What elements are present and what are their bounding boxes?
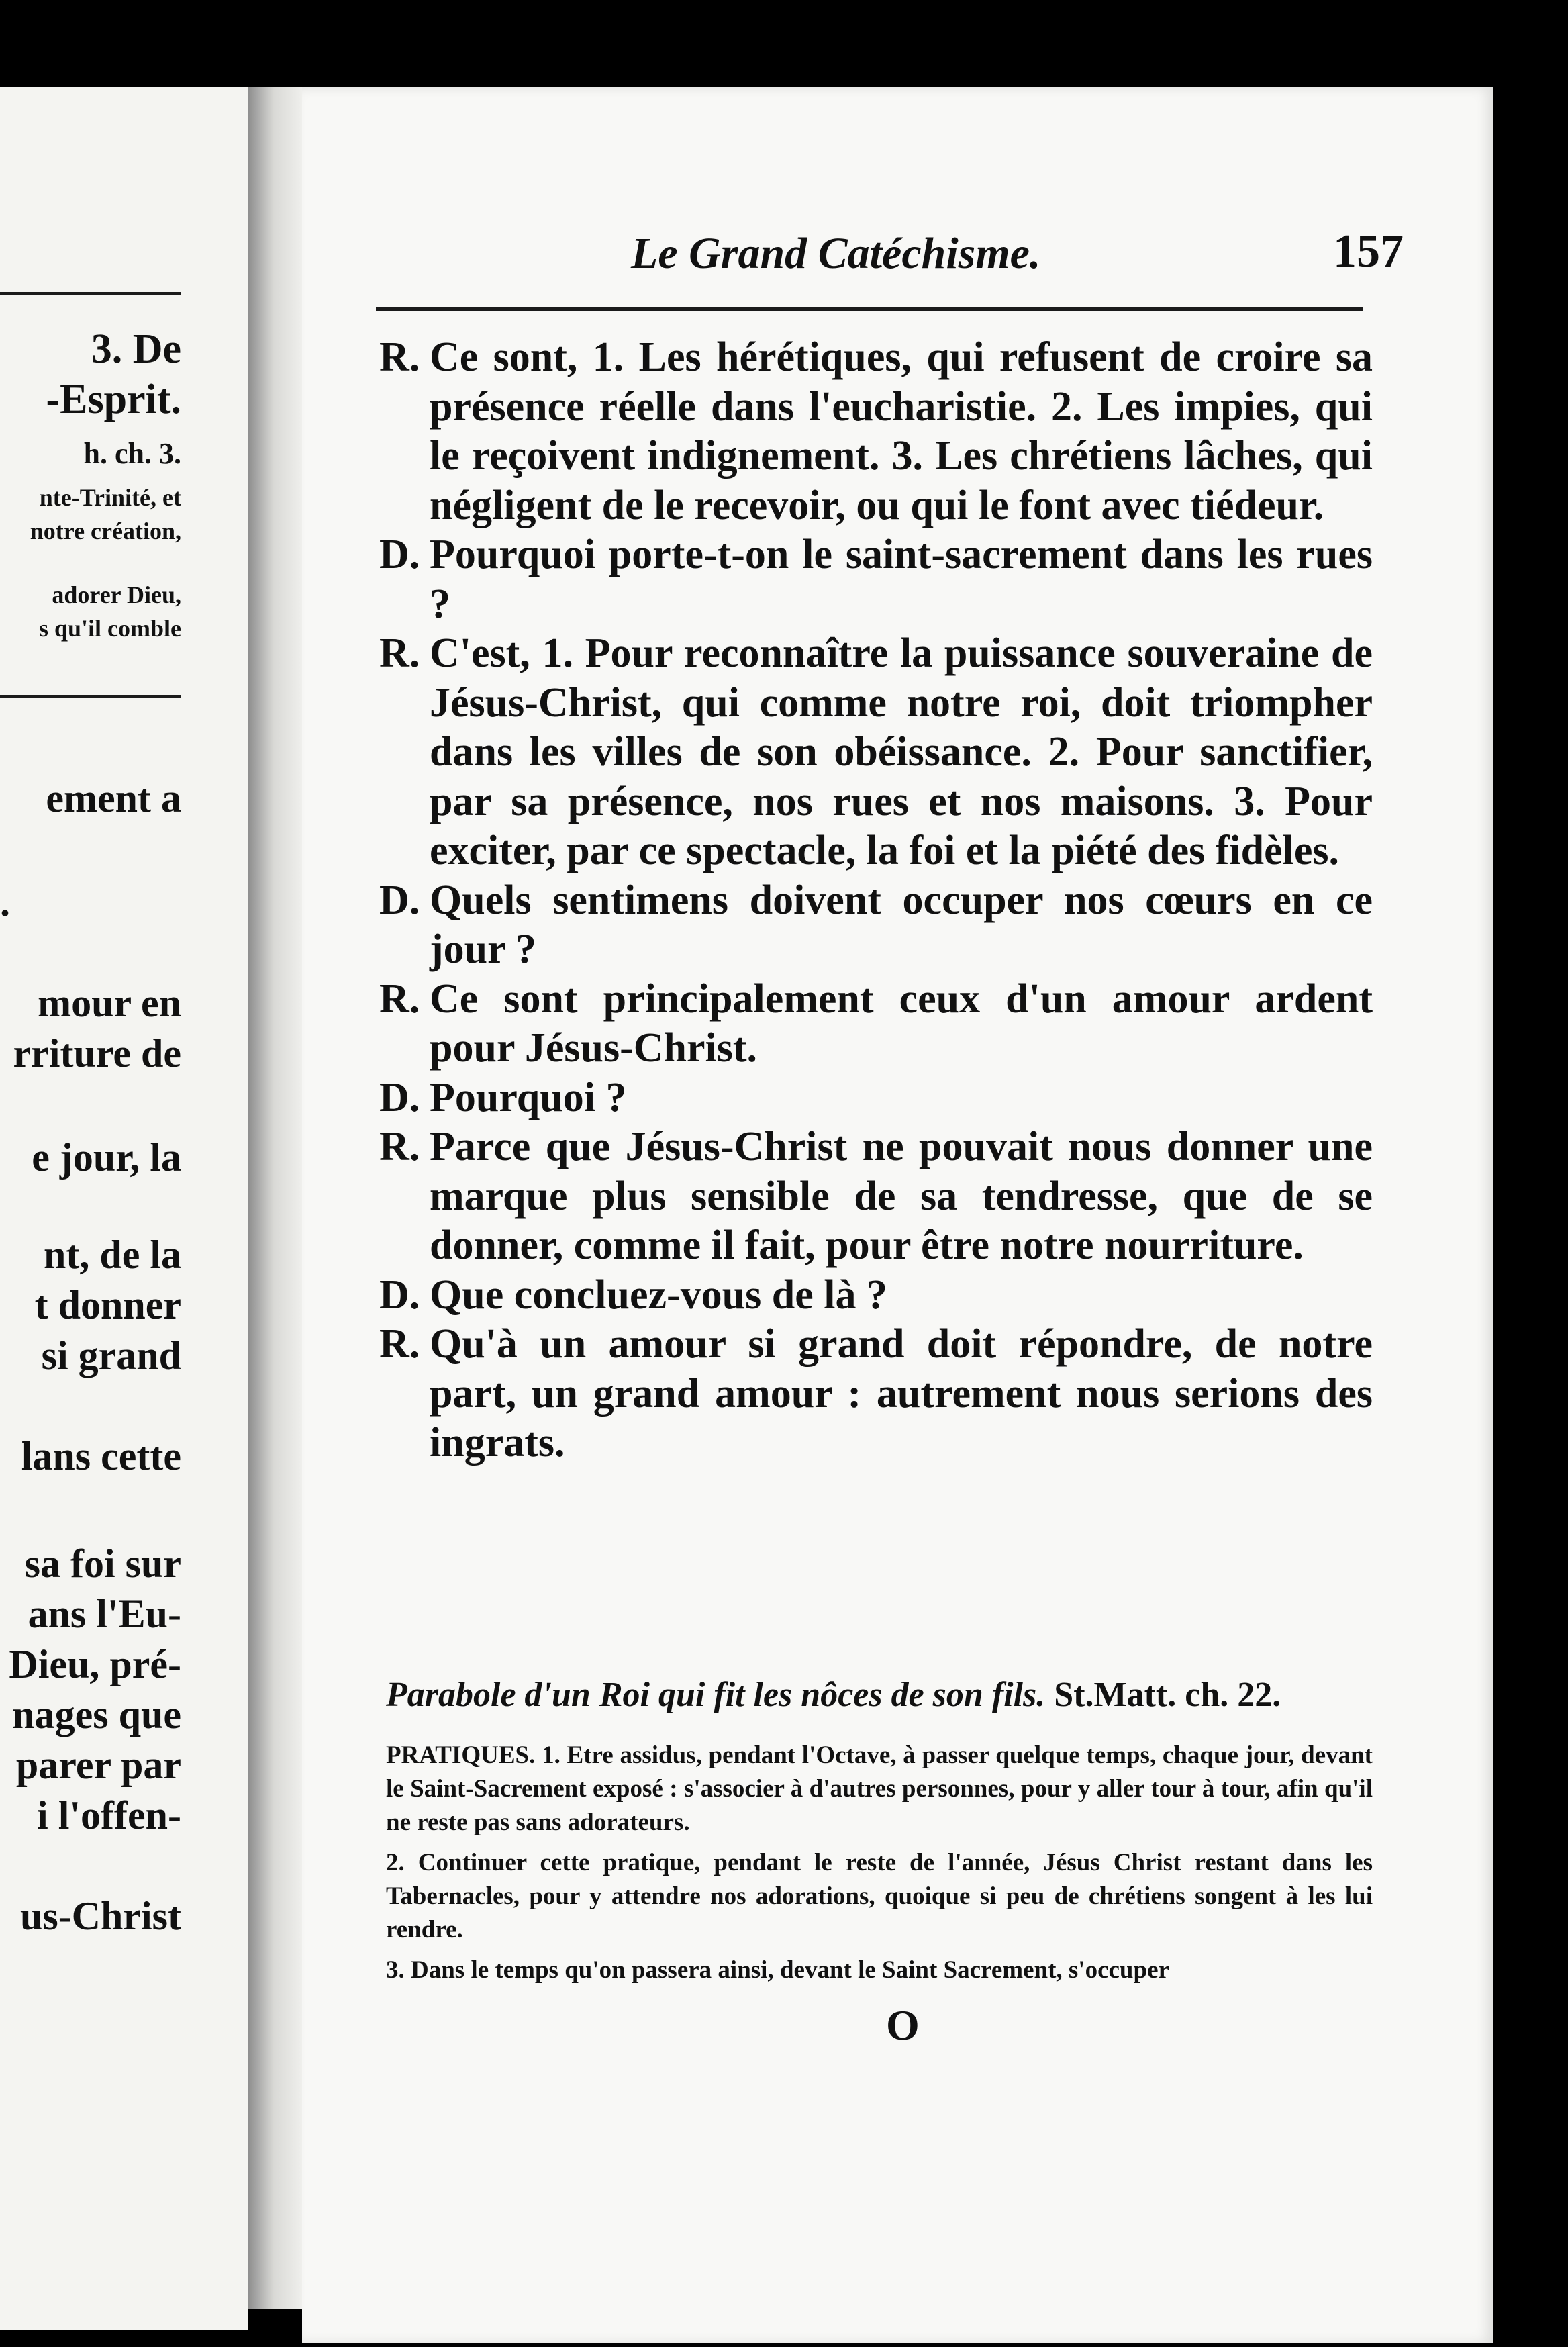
left-line: ement a	[46, 776, 181, 820]
scripture-ref: St.Matt. ch. 22.	[1054, 1676, 1281, 1714]
answer: R. Qu'à un amour si grand doit répondre, de notre part, un grand amour : autrement nous serions des ingrats.	[379, 1321, 1373, 1466]
practices-section	[386, 1739, 1373, 1994]
answer: R. Ce sont principalement ceux d'un amour ardent pour Jésus-Christ.	[379, 975, 1373, 1071]
left-line: .	[0, 880, 10, 924]
left-line: Dieu, pré-	[9, 1642, 181, 1686]
left-line: nt, de la	[43, 1233, 181, 1277]
question: D. Que concluez-vous de là ?	[379, 1272, 887, 1318]
practice-item: PRATIQUES. 1. Etre assidus, pendant l'Octave, à passer quelque temps, chaque jour, devant le Saint-Sacrement exposé : s'associer à d'autres personnes, pour y aller tour à tour, afin qu'il ne reste pas sans adorateurs.	[386, 1741, 1373, 1836]
left-line: notre création,	[30, 518, 181, 544]
left-line: ans l'Eu-	[28, 1592, 181, 1636]
left-line: mour en	[38, 981, 181, 1025]
answer: R. Parce que Jésus-Christ ne pouvait nous donner une marque plus sensible de sa tendresse, que de se donner, comme il fait, pour être notre nourriture.	[379, 1124, 1373, 1268]
left-mid-rule	[0, 695, 181, 698]
question: D. Quels sentimens doivent occuper nos cœurs en ce jour ?	[379, 877, 1373, 972]
left-line: lans cette	[21, 1434, 181, 1478]
left-line: 3. De	[91, 326, 181, 372]
left-line: i l'offen-	[37, 1793, 181, 1837]
signature-mark: O	[886, 2001, 920, 2049]
practice-item: 3. Dans le temps qu'on passera ainsi, devant le Saint Sacrement, s'occuper	[386, 1956, 1169, 1984]
catechism-text	[379, 333, 1373, 1468]
question: D. Pourquoi ?	[379, 1074, 627, 1120]
left-line: si grand	[41, 1333, 181, 1378]
left-line: us-Christ	[19, 1894, 181, 1938]
left-page	[0, 87, 248, 2330]
left-line: rriture de	[13, 1031, 181, 1075]
left-line: sa foi sur	[24, 1541, 181, 1586]
parable-reference	[386, 1675, 1373, 1715]
page-number: 157	[1333, 226, 1404, 277]
question: D. Pourquoi porte-t-on le saint-sacrement dans les rues ?	[379, 532, 1373, 627]
left-line: adorer Dieu,	[52, 581, 181, 608]
book-gutter	[248, 87, 305, 2309]
left-line: h. ch. 3.	[83, 437, 181, 470]
header-rule	[376, 307, 1363, 311]
left-line: e jour, la	[32, 1135, 181, 1180]
left-line: parer par	[15, 1743, 181, 1787]
running-header: Le Grand Catéchisme.	[631, 229, 1041, 278]
practice-item: 2. Continuer cette pratique, pendant le reste de l'année, Jésus Christ restant dans les Tabernacles, pour y attendre nos adorations, quoique si peu de chrétiens songent à les lui rendre.	[386, 1849, 1373, 1944]
parable-title: Parabole d'un Roi qui fit les nôces de son fils.	[386, 1676, 1046, 1714]
answer: R. C'est, 1. Pour reconnaître la puissance souveraine de Jésus-Christ, qui comme notre roi, doit triompher dans les villes de son obéissance. 2. Pour sanctifier, par sa présence, nos rues et nos maisons. 3. Pour exciter, par ce spectacle, la foi et la piété des fidèles.	[379, 630, 1373, 873]
left-line: nte-Trinité, et	[39, 484, 181, 511]
left-line: nages que	[12, 1692, 181, 1737]
left-line: s qu'il comble	[38, 615, 181, 642]
left-line: t donner	[34, 1283, 181, 1327]
left-line: -Esprit.	[46, 377, 181, 422]
left-top-rule	[0, 292, 181, 295]
answer: R. Ce sont, 1. Les hérétiques, qui refusent de croire sa présence réelle dans l'eucharistie. 2. Les impies, qui le reçoivent indignement. 3. Les chrétiens lâches, qui négligent de le recevoir, ou qui le font avec tiédeur.	[379, 334, 1373, 528]
